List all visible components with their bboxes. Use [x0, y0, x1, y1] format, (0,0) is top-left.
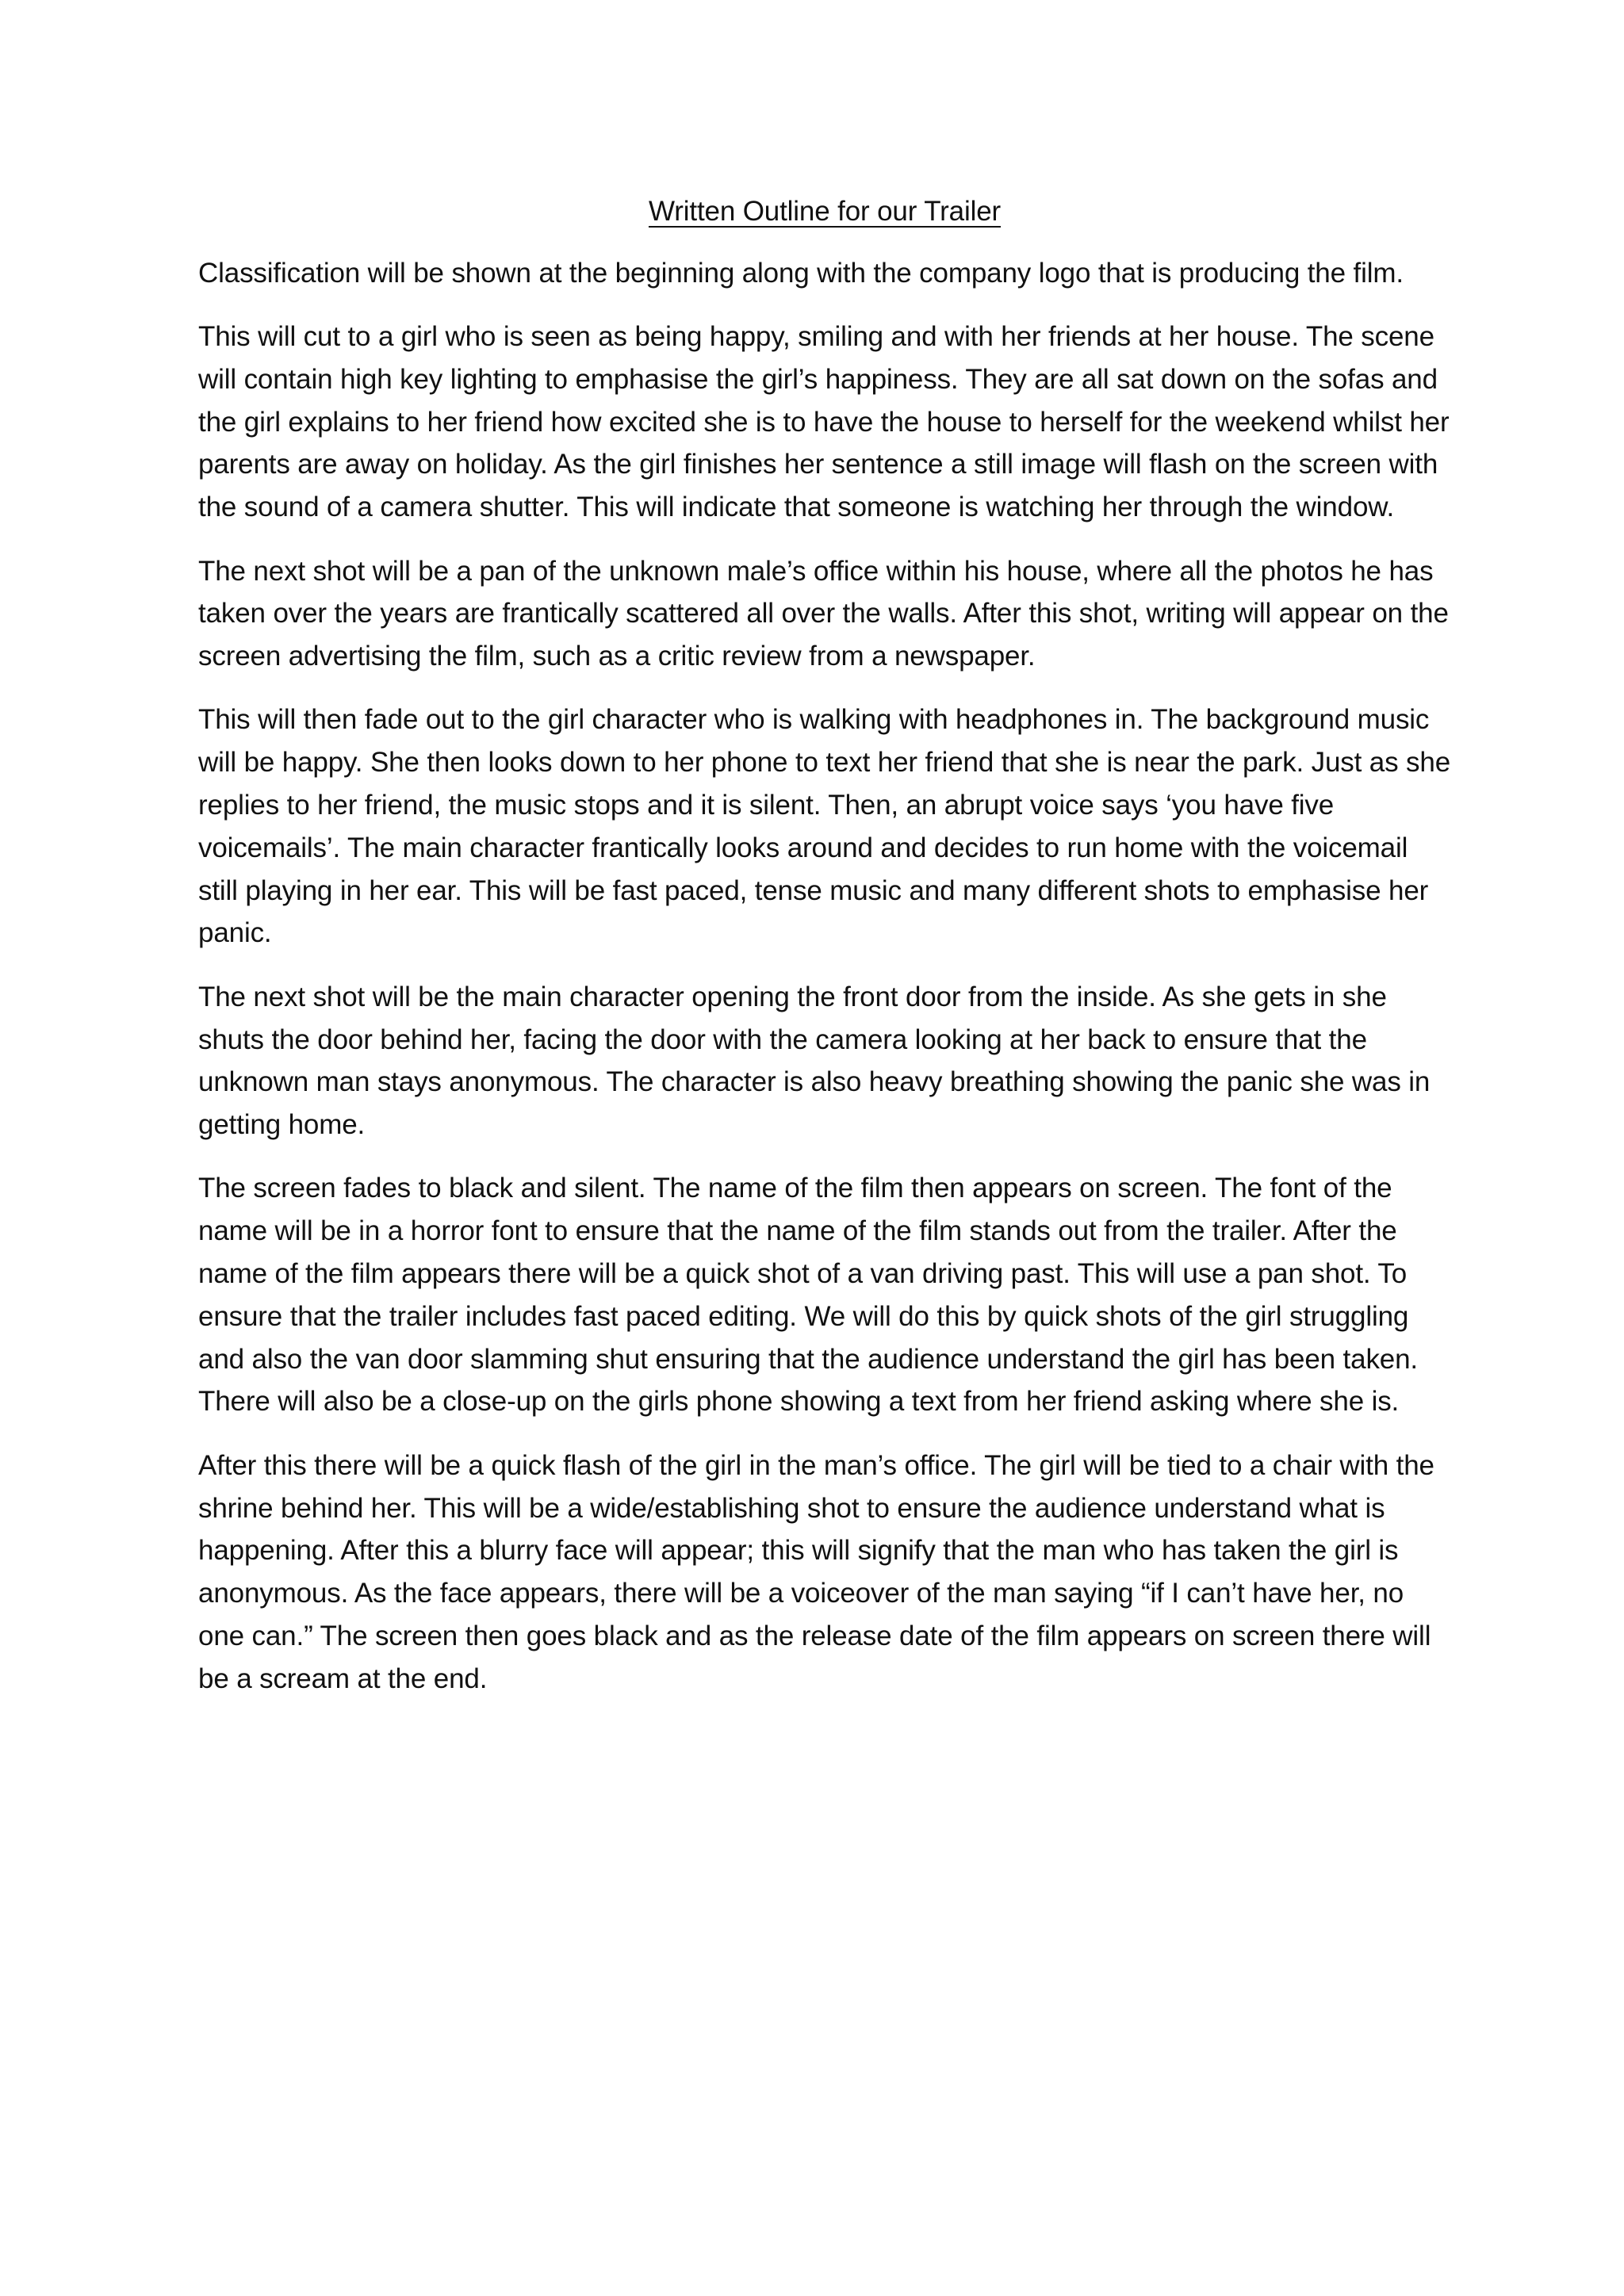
document-title: Written Outline for our Trailer: [648, 196, 1002, 227]
paragraph-walking-scene: This will then fade out to the girl character who is walking with headphones in. The background music will be happy. She then looks down to her phone to text her friend that she is near the park. Just as she replies to her friend, the music stops and it is silent. Then, an abrupt voice says ‘you have five voicemails’. The main character frantically looks around and decides to run home with the voicemail still playing in her ear. This will be fast paced, tense music and many different shots to emphasise her panic.: [198, 704, 1451, 949]
paragraph-opening-scene: This will cut to a girl who is seen as being happy, smiling and with her friends at her house. The scene will contain high key lighting to emphasise the girl’s happiness. They are all sat down on the sofas and the girl explains to her friend how excited she is to have the house to herself for the weekend whilst her parents are away on holiday. As the girl finishes her sentence a still image will flash on the screen with the sound of a camera shutter. This will indicate that someone is watching her through the window.: [198, 321, 1450, 523]
document-page: [198, 190, 1451, 1721]
paragraph-title-card: The screen fades to black and silent. The name of the film then appears on screen. The font of the name will be in a horror font to ensure that the name of the film stands out from the trailer. After the name of the film appears there will be a quick shot of a van driving past. This will use a pan shot. To ensure that the trailer includes fast paced editing. We will do this by quick shots of the girl struggling and also the van door slamming shut ensuring that the audience understand the girl has been taken. There will also be a close-up on the girls phone showing a text from her friend asking where she is.: [198, 1173, 1418, 1418]
paragraph-office-pan: The next shot will be a pan of the unknown male’s office within his house, where all the photos he has taken over the years are frantically scattered all over the walls. After this shot, writing will appear on the screen advertising the film, such as a critic review from a newspaper.: [198, 555, 1449, 672]
paragraph-front-door: The next shot will be the main character opening the front door from the inside. As she gets in she shuts the door behind her, facing the door with the camera looking at her back to ensure that the unknown man stays anonymous. The character is also heavy breathing showing the panic she was in getting home.: [198, 981, 1431, 1141]
paragraph-classification: Classification will be shown at the beginning along with the company logo that is producing the film.: [198, 257, 1404, 289]
paragraph-ending: After this there will be a quick flash of the girl in the man’s office. The girl will be tied to a chair with the shrine behind her. This will be a wide/establishing shot to ensure the audience understand what is happening. After this a blurry face will appear; this will signify that the man who has taken the girl is anonymous. As the face appears, there will be a voiceover of the man saying “if I can’t have her, no one can.” The screen then goes black and as the release date of the film appears on screen there will be a scream at the end.: [198, 1449, 1434, 1694]
